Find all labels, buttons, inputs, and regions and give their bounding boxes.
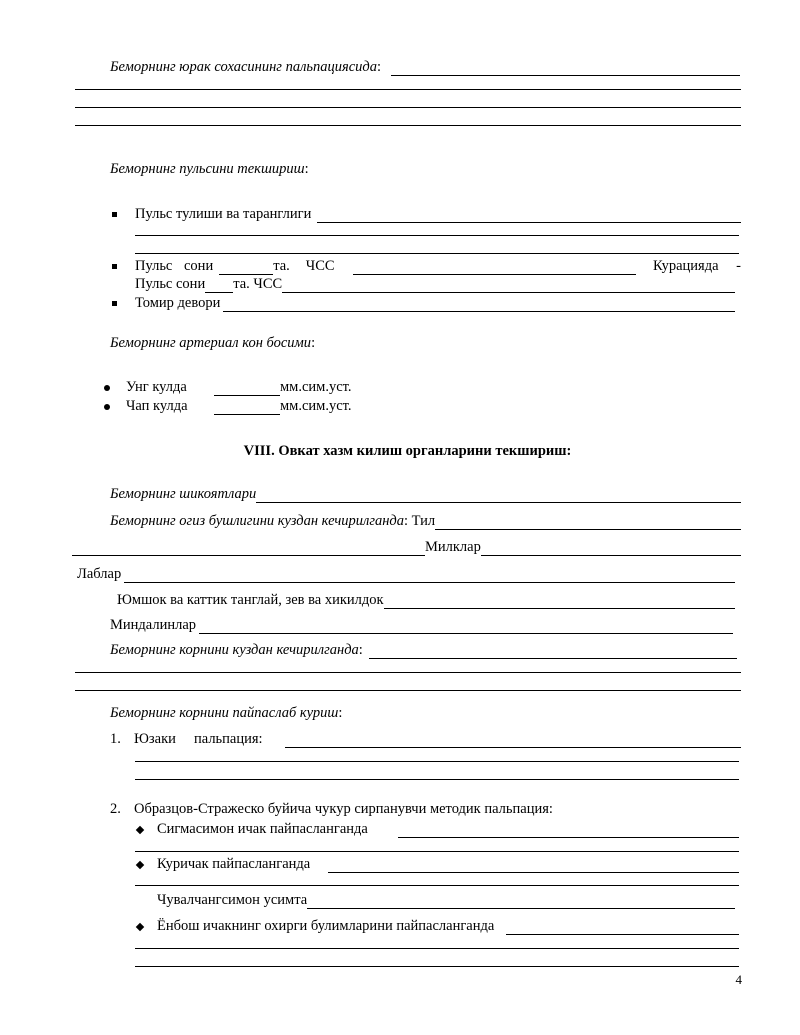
pulse-heading <box>110 160 309 178</box>
pulse-count-field[interactable] <box>219 260 273 275</box>
cecum-field[interactable] <box>328 858 739 873</box>
lips-field[interactable] <box>124 568 735 583</box>
pulse-count-line-2 <box>135 275 735 293</box>
cardiac-palpation-label: Беморнинг юрак сохасининг пальпациясида <box>110 59 377 75</box>
sigmoid-line <box>135 820 739 838</box>
vessel-wall-line <box>112 294 735 312</box>
tongue-label: : Тил <box>404 513 436 529</box>
palate-line <box>117 591 735 609</box>
hr-label: ЧСС <box>305 258 335 274</box>
bp-right-field[interactable] <box>214 381 280 396</box>
tonsils-field[interactable] <box>199 619 733 634</box>
curation-label: Курацияда - <box>653 258 741 274</box>
colon: : <box>358 642 363 658</box>
appendix-label: Чувалчангсимон усимта <box>157 892 308 908</box>
answer-line[interactable] <box>75 107 741 108</box>
deep-palp-label: Образцов-Стражеско буйича чукур сирпанувчи методик пальпация: <box>134 801 553 817</box>
superficial-palp-label: Юзаки пальпация: <box>134 731 263 747</box>
sigmoid-field[interactable] <box>398 823 739 838</box>
answer-line[interactable] <box>135 851 739 852</box>
transverse-label: Ёнбош ичакнинг охирги булимларини пайпасланганда <box>157 918 495 934</box>
answer-line[interactable] <box>75 690 741 691</box>
abdomen-palp-text: Беморнинг корнини пайпаслаб куриш <box>110 705 339 721</box>
section-title-text: VIII. Овкат хазм килиш органларини текшириш: <box>243 443 572 459</box>
round-bullet-icon <box>104 385 110 391</box>
diamond-bullet-icon <box>136 826 144 834</box>
appendix-line <box>157 891 735 909</box>
complaints-label: Беморнинг шикоятлари <box>110 486 257 502</box>
answer-line[interactable] <box>135 761 739 762</box>
sigmoid-label: Сигмасимон ичак пайпасланганда <box>157 821 368 837</box>
complaints-line <box>110 485 741 503</box>
bp-heading-text: Беморнинг артериал кон босими <box>110 335 312 351</box>
tongue-field[interactable] <box>435 515 741 530</box>
gums-label: Милклар <box>425 539 481 555</box>
tonsils-line <box>110 616 733 634</box>
cardiac-palpation-line <box>110 58 740 76</box>
abdomen-exam-line <box>110 641 737 659</box>
per-label: та. <box>273 258 290 274</box>
answer-line[interactable] <box>135 966 739 967</box>
bp-left-line <box>104 397 352 415</box>
answer-line[interactable] <box>135 885 739 886</box>
answer-line[interactable] <box>75 125 741 126</box>
gums-pre-field[interactable] <box>72 541 425 556</box>
vessel-wall-label: Томир девори <box>135 295 221 311</box>
colon: : <box>311 335 316 351</box>
answer-line[interactable] <box>135 948 739 949</box>
vessel-wall-field[interactable] <box>223 297 735 312</box>
gums-field[interactable] <box>481 541 741 556</box>
answer-line[interactable] <box>135 235 739 236</box>
palate-label: Юмшок ва каттик танглай, зев ва хикилдок <box>117 592 384 608</box>
cecum-label: Куричак пайпасланганда <box>157 856 311 872</box>
item-number: 2. <box>110 801 121 817</box>
answer-line[interactable] <box>75 89 741 90</box>
pulse-count-line <box>112 257 741 275</box>
diamond-bullet-icon <box>136 861 144 869</box>
pulse-count-label-2: Пульс сони <box>135 276 206 292</box>
appendix-field[interactable] <box>307 894 735 909</box>
square-bullet-icon <box>112 212 117 217</box>
deep-palp-heading <box>110 800 553 818</box>
cardiac-palpation-field[interactable] <box>391 61 740 76</box>
answer-line[interactable] <box>75 672 741 673</box>
per-hr-label-2: та. ЧСС <box>233 276 283 292</box>
palate-field[interactable] <box>384 594 735 609</box>
colon: : <box>338 705 343 721</box>
tonsils-label: Миндалинлар <box>110 617 197 633</box>
hr-field[interactable] <box>353 260 636 275</box>
pulse-count-field-2[interactable] <box>205 278 233 293</box>
item-number: 1. <box>110 731 121 747</box>
lips-label: Лаблар <box>77 566 122 582</box>
lips-line <box>77 565 735 583</box>
superficial-palp-line <box>110 730 741 748</box>
bp-unit: мм.сим.уст. <box>280 379 352 395</box>
colon: : <box>377 59 382 75</box>
oral-exam-line <box>110 512 741 530</box>
pulse-count-label: Пульс сони <box>135 258 214 274</box>
transverse-field[interactable] <box>506 920 739 935</box>
transverse-line <box>135 917 739 935</box>
pulse-filling-label: Пульс тулиши ва таранглиги <box>135 206 312 222</box>
hr-field-2[interactable] <box>282 278 735 293</box>
gums-line <box>72 538 741 556</box>
abdomen-exam-field[interactable] <box>369 644 737 659</box>
answer-line[interactable] <box>135 779 739 780</box>
abdomen-palp-heading <box>110 704 342 722</box>
complaints-field[interactable] <box>256 488 741 503</box>
bp-unit: мм.сим.уст. <box>280 398 352 414</box>
round-bullet-icon <box>104 404 110 410</box>
superficial-palp-field[interactable] <box>285 733 741 748</box>
bp-left-field[interactable] <box>214 400 280 415</box>
colon: : <box>304 161 309 177</box>
bp-right-label: Унг кулда <box>126 379 187 395</box>
pulse-filling-line <box>112 205 741 223</box>
square-bullet-icon <box>112 301 117 306</box>
cecum-line <box>135 855 739 873</box>
answer-line[interactable] <box>135 253 739 254</box>
page-number: 4 <box>735 972 742 987</box>
bp-right-line <box>104 378 352 396</box>
abdomen-exam-label: Беморнинг корнини куздан кечирилганда <box>110 642 359 658</box>
section-title <box>0 442 800 460</box>
pulse-filling-field[interactable] <box>317 208 741 223</box>
diamond-bullet-icon <box>136 923 144 931</box>
bp-heading <box>110 334 315 352</box>
bp-left-label: Чап кулда <box>126 398 188 414</box>
pulse-heading-text: Беморнинг пульсини текшириш <box>110 161 305 177</box>
square-bullet-icon <box>112 264 117 269</box>
oral-exam-label: Беморнинг огиз бушлигини куздан кечирилганда <box>110 513 405 529</box>
